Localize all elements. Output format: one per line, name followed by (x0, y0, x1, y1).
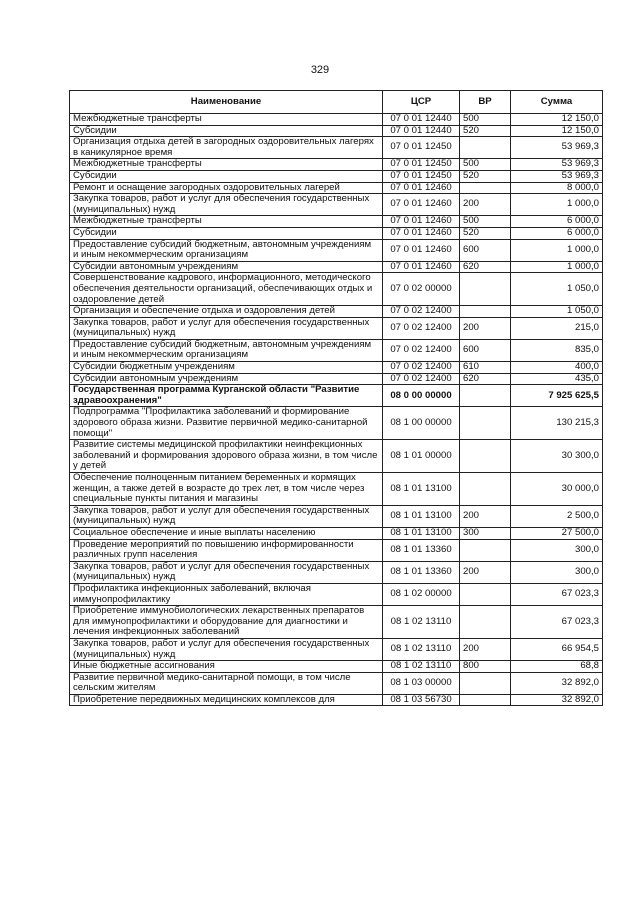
cell-vr: 200 (460, 505, 511, 527)
cell-vr: 200 (460, 194, 511, 216)
cell-name: Проведение мероприятий по повышению информированности различных групп населения (70, 539, 383, 561)
table-row (70, 114, 603, 126)
cell-csr: 08 1 02 13110 (383, 606, 460, 639)
cell-vr (460, 306, 511, 318)
cell-sum: 53 969,3 (511, 170, 603, 182)
cell-name: Развитие первичной медико-санитарной помощи, в том числе сельским жителям (70, 672, 383, 694)
cell-vr (460, 407, 511, 440)
cell-name: Субсидии автономным учреждениям (70, 373, 383, 385)
header-vr: ВР (460, 91, 511, 114)
cell-name: Ремонт и оснащение загородных оздоровительных лагерей (70, 182, 383, 194)
cell-name: Организация отдыха детей в загородных оздоровительных лагерях в каникулярное время (70, 137, 383, 159)
cell-csr: 07 0 01 12460 (383, 182, 460, 194)
cell-csr: 08 1 01 13100 (383, 505, 460, 527)
cell-csr: 07 0 02 00000 (383, 273, 460, 306)
cell-name: Развитие системы медицинской профилактики неинфекционных заболеваний и формирования здорового образа жизни, в том числе у детей (70, 440, 383, 473)
cell-sum: 215,0 (511, 317, 603, 339)
cell-sum: 67 023,3 (511, 606, 603, 639)
table-row (70, 638, 603, 660)
cell-sum: 30 000,0 (511, 473, 603, 506)
cell-name: Государственная программа Курганской области "Развитие здравоохранения" (70, 385, 383, 407)
cell-sum: 300,0 (511, 539, 603, 561)
table-row (70, 125, 603, 137)
cell-sum: 1 000,0 (511, 261, 603, 273)
cell-vr: 500 (460, 159, 511, 171)
cell-csr: 08 1 00 00000 (383, 407, 460, 440)
budget-table (69, 90, 603, 706)
cell-csr: 07 0 01 12460 (383, 239, 460, 261)
cell-name: Приобретение иммунобиологических лекарственных препаратов для иммунопрофилактики и оборудование для диагностики и лечения инфекционных заболеваний (70, 606, 383, 639)
table-row (70, 407, 603, 440)
header-row (70, 91, 603, 114)
table-row (70, 561, 603, 583)
cell-vr: 300 (460, 527, 511, 539)
cell-name: Межбюджетные трансферты (70, 216, 383, 228)
cell-csr: 08 1 03 56730 (383, 694, 460, 706)
cell-csr: 08 1 01 13100 (383, 527, 460, 539)
table-row (70, 194, 603, 216)
cell-sum: 6 000,0 (511, 216, 603, 228)
cell-vr: 620 (460, 261, 511, 273)
table-row (70, 505, 603, 527)
cell-csr: 08 1 03 00000 (383, 672, 460, 694)
cell-name: Межбюджетные трансферты (70, 159, 383, 171)
cell-name: Приобретение передвижных медицинских комплексов для (70, 694, 383, 706)
table-row (70, 606, 603, 639)
cell-name: Организация и обеспечение отдыха и оздоровления детей (70, 306, 383, 318)
cell-vr (460, 583, 511, 605)
cell-name: Обеспечение полноценным питанием беременных и кормящих женщин, а также детей в возрасте до трех лет, в том числе через специальные пункты питания и магазины (70, 473, 383, 506)
cell-sum: 53 969,3 (511, 159, 603, 171)
cell-name: Совершенствование кадрового, информационного, методического обеспечения деятельности организаций, обеспечивающих отдых и оздоровление детей (70, 273, 383, 306)
cell-csr: 07 0 02 12400 (383, 362, 460, 374)
cell-vr: 520 (460, 227, 511, 239)
cell-vr: 500 (460, 216, 511, 228)
cell-csr: 07 0 01 12460 (383, 227, 460, 239)
cell-name: Подпрограмма "Профилактика заболеваний и формирование здорового образа жизни. Развитие первичной медико-санитарной помощи" (70, 407, 383, 440)
table-row (70, 170, 603, 182)
cell-name: Субсидии бюджетным учреждениям (70, 362, 383, 374)
table-row (70, 583, 603, 605)
cell-sum: 1 000,0 (511, 239, 603, 261)
cell-sum: 130 215,3 (511, 407, 603, 440)
table-row (70, 216, 603, 228)
cell-csr: 08 1 01 13360 (383, 561, 460, 583)
cell-csr: 07 0 02 12400 (383, 373, 460, 385)
cell-sum: 2 500,0 (511, 505, 603, 527)
cell-vr: 600 (460, 339, 511, 361)
cell-sum: 1 050,0 (511, 306, 603, 318)
cell-sum: 68,8 (511, 661, 603, 673)
cell-csr: 08 1 01 13100 (383, 473, 460, 506)
cell-sum: 12 150,0 (511, 125, 603, 137)
cell-name: Закупка товаров, работ и услуг для обеспечения государственных (муниципальных) нужд (70, 317, 383, 339)
table-row (70, 273, 603, 306)
cell-vr: 200 (460, 561, 511, 583)
cell-sum: 400,0 (511, 362, 603, 374)
cell-name: Субсидии (70, 125, 383, 137)
cell-vr: 600 (460, 239, 511, 261)
cell-sum: 7 925 625,5 (511, 385, 603, 407)
cell-vr: 200 (460, 317, 511, 339)
cell-name: Субсидии автономным учреждениям (70, 261, 383, 273)
header-name: Наименование (70, 91, 383, 114)
cell-vr (460, 137, 511, 159)
cell-sum: 30 300,0 (511, 440, 603, 473)
cell-name: Закупка товаров, работ и услуг для обеспечения государственных (муниципальных) нужд (70, 505, 383, 527)
cell-sum: 435,0 (511, 373, 603, 385)
cell-name: Предоставление субсидий бюджетным, автономным учреждениям и иным некоммерческим организациям (70, 339, 383, 361)
cell-vr (460, 606, 511, 639)
table-row (70, 159, 603, 171)
cell-vr: 620 (460, 373, 511, 385)
cell-vr (460, 273, 511, 306)
cell-sum: 32 892,0 (511, 694, 603, 706)
page-number: 329 (310, 64, 330, 76)
cell-csr: 07 0 01 12450 (383, 170, 460, 182)
cell-vr (460, 672, 511, 694)
cell-csr: 07 0 02 12400 (383, 306, 460, 318)
cell-vr: 520 (460, 170, 511, 182)
cell-vr (460, 539, 511, 561)
cell-csr: 08 1 02 00000 (383, 583, 460, 605)
cell-csr: 07 0 02 12400 (383, 339, 460, 361)
cell-sum: 1 000,0 (511, 194, 603, 216)
cell-vr: 200 (460, 638, 511, 660)
cell-vr (460, 182, 511, 194)
cell-vr (460, 440, 511, 473)
cell-name: Закупка товаров, работ и услуг для обеспечения государственных (муниципальных) нужд (70, 638, 383, 660)
cell-name: Закупка товаров, работ и услуг для обеспечения государственных (муниципальных) нужд (70, 194, 383, 216)
cell-name: Закупка товаров, работ и услуг для обеспечения государственных (муниципальных) нужд (70, 561, 383, 583)
header-csr: ЦСР (383, 91, 460, 114)
table-row (70, 239, 603, 261)
cell-name: Профилактика инфекционных заболеваний, включая иммунопрофилактику (70, 583, 383, 605)
cell-name: Межбюджетные трансферты (70, 114, 383, 126)
cell-csr: 07 0 01 12450 (383, 137, 460, 159)
table-row (70, 261, 603, 273)
cell-sum: 8 000,0 (511, 182, 603, 194)
cell-sum: 66 954,5 (511, 638, 603, 660)
cell-sum: 12 150,0 (511, 114, 603, 126)
cell-csr: 07 0 01 12460 (383, 194, 460, 216)
cell-csr: 07 0 01 12460 (383, 261, 460, 273)
cell-sum: 32 892,0 (511, 672, 603, 694)
table-row (70, 661, 603, 673)
cell-vr: 520 (460, 125, 511, 137)
cell-sum: 67 023,3 (511, 583, 603, 605)
table-row (70, 182, 603, 194)
cell-csr: 07 0 01 12440 (383, 125, 460, 137)
table-row (70, 137, 603, 159)
table-row (70, 539, 603, 561)
cell-name: Субсидии (70, 227, 383, 239)
cell-sum: 300,0 (511, 561, 603, 583)
table-row (70, 527, 603, 539)
cell-sum: 6 000,0 (511, 227, 603, 239)
cell-vr (460, 473, 511, 506)
cell-csr: 08 0 00 00000 (383, 385, 460, 407)
table-row (70, 373, 603, 385)
cell-name: Социальное обеспечение и иные выплаты населению (70, 527, 383, 539)
table-row (70, 306, 603, 318)
cell-sum: 835,0 (511, 339, 603, 361)
table-row (70, 339, 603, 361)
table-row (70, 473, 603, 506)
table-row (70, 440, 603, 473)
cell-csr: 08 1 01 00000 (383, 440, 460, 473)
cell-vr: 610 (460, 362, 511, 374)
cell-sum: 53 969,3 (511, 137, 603, 159)
cell-csr: 07 0 01 12460 (383, 216, 460, 228)
table-row (70, 672, 603, 694)
cell-csr: 07 0 01 12440 (383, 114, 460, 126)
cell-name: Иные бюджетные ассигнования (70, 661, 383, 673)
cell-vr: 500 (460, 114, 511, 126)
cell-vr (460, 694, 511, 706)
cell-name: Предоставление субсидий бюджетным, автономным учреждениям и иным некоммерческим организациям (70, 239, 383, 261)
cell-name: Субсидии (70, 170, 383, 182)
cell-sum: 1 050,0 (511, 273, 603, 306)
cell-csr: 08 1 02 13110 (383, 661, 460, 673)
cell-csr: 07 0 02 12400 (383, 317, 460, 339)
cell-csr: 07 0 01 12450 (383, 159, 460, 171)
cell-csr: 08 1 02 13110 (383, 638, 460, 660)
cell-sum: 27 500,0 (511, 527, 603, 539)
cell-vr: 800 (460, 661, 511, 673)
header-sum: Сумма (511, 91, 603, 114)
cell-csr: 08 1 01 13360 (383, 539, 460, 561)
table-row (70, 385, 603, 407)
table-row (70, 227, 603, 239)
table-row (70, 362, 603, 374)
table-row (70, 694, 603, 706)
table-row (70, 317, 603, 339)
cell-vr (460, 385, 511, 407)
